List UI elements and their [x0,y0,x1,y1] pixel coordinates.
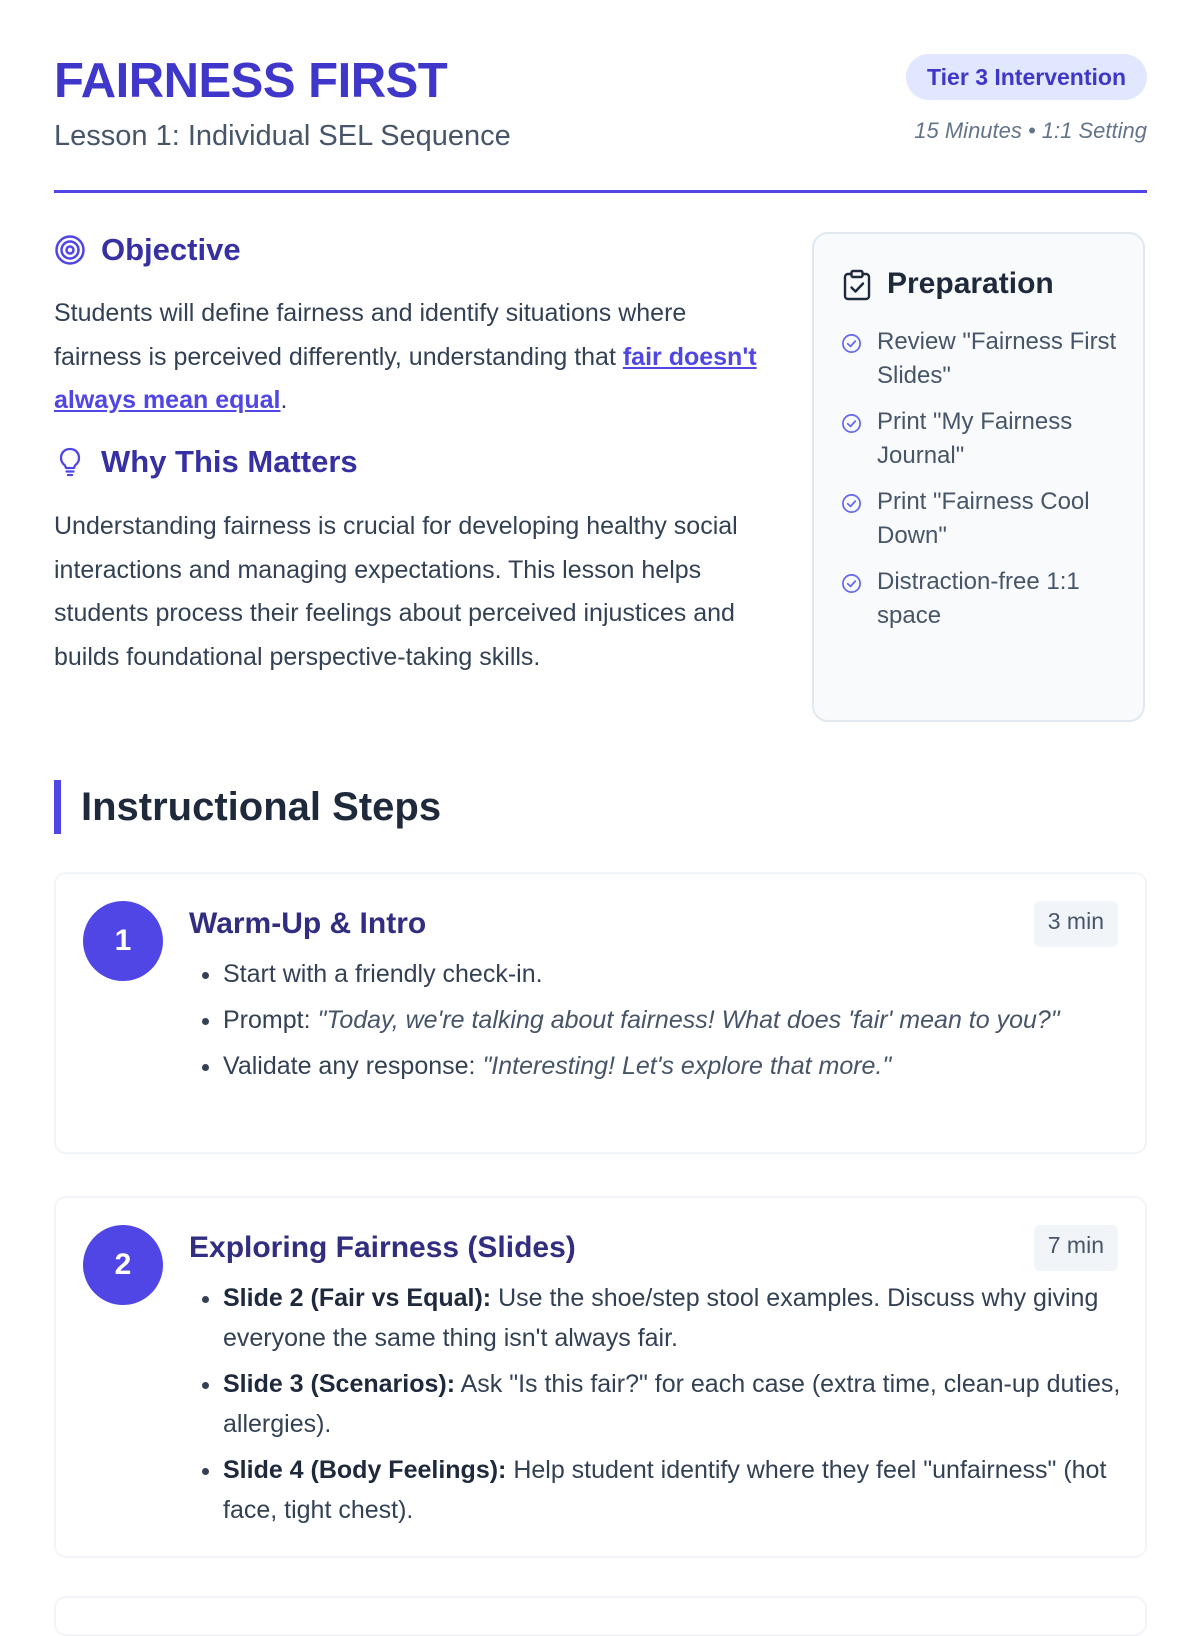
step-bullets [189,954,1124,1092]
step-card-2 [54,1196,1147,1558]
lesson-header [54,52,1147,193]
step-bullets [189,1278,1124,1536]
step-bullet [223,1278,1124,1358]
prep-item [841,485,1131,552]
step-duration-badge: 3 min [1034,901,1118,947]
preparation-title: Preparation [887,267,1054,300]
step-duration-badge: 7 min [1034,1225,1118,1271]
lightbulb-icon [54,446,86,478]
prep-item-label: Print "Fairness Cool Down" [877,488,1090,549]
prep-item-label: Review "Fairness First Slides" [877,328,1117,389]
prep-item-label: Print "My Fairness Journal" [877,408,1073,469]
prep-item-label: Distraction-free 1:1 space [877,568,1080,629]
why-text: Understanding fairness is crucial for developing healthy social interactions and managing expectations. This lesson helps students process their feelings about perceived injustices and builds foundational perspective-taking skills. [54,512,738,671]
preparation-card [812,232,1145,722]
step-bullet [223,1000,1124,1040]
steps-title: Instructional Steps [81,785,442,829]
step-card-1 [54,872,1147,1154]
step-title: Exploring Fairness (Slides) [189,1231,576,1264]
why-heading [54,440,754,484]
objective-title: Objective [101,232,241,267]
step-bullet [223,1364,1124,1444]
prep-item [841,405,1131,472]
step-number: 2 [83,1225,163,1305]
prep-item [841,565,1131,632]
prep-item [841,325,1131,392]
step-bullet [223,1450,1124,1530]
bullet-text: Use the shoe/step stool examples. Discuss why giving everyone the same thing isn't always fair. [223,1284,1099,1352]
check-circle-icon [841,493,862,514]
bullet-label: Slide 4 (Body Feelings): [223,1456,507,1484]
bullet-label: Slide 2 (Fair vs Equal): [223,1284,492,1312]
lesson-page [54,0,1147,1600]
tier-badge: Tier 3 Intervention [906,54,1147,100]
step-title: Warm-Up & Intro [189,907,427,940]
check-circle-icon [841,333,862,354]
fair-not-equal-link[interactable]: fair doesn't always mean equal [54,342,757,414]
bullet-label: Slide 3 (Scenarios): [223,1370,456,1398]
step-bullet [223,1046,1124,1086]
objective-heading [54,228,754,272]
check-circle-icon [841,413,862,434]
page-subtitle: Lesson 1: Individual SEL Sequence [54,120,511,152]
bullet-text: Start with a friendly check-in. [223,960,543,988]
bullet-text: Ask "Is this fair?" for each case (extra time, clean-up duties, allergies). [223,1370,1121,1438]
clipboard-check-icon [842,269,872,301]
preparation-list [841,325,1131,645]
why-title: Why This Matters [101,444,358,479]
objective-text-start: Students will define fairness and identify situations where fairness is perceived differently, understanding that [54,299,687,371]
step-number: 1 [83,901,163,981]
check-circle-icon [841,573,862,594]
session-meta: 15 Minutes • 1:1 Setting [914,118,1147,143]
bullet-quote: "Today, we're talking about fairness! What does 'fair' mean to you?" [317,1006,1060,1034]
bullet-text: Help student identify where they feel "unfairness" (hot face, tight chest). [223,1456,1107,1524]
target-icon [54,234,86,266]
objective-text-end: . [280,386,288,414]
page-title: FAIRNESS FIRST [54,54,448,108]
objective-text [54,292,774,423]
bullet-text: Validate any response: [223,1052,483,1080]
step-card-3 [54,1596,1147,1636]
step-bullet [223,954,1124,994]
bullet-text: Prompt: [223,1006,318,1034]
steps-heading [54,780,441,834]
bullet-quote: "Interesting! Let's explore that more." [482,1052,892,1080]
